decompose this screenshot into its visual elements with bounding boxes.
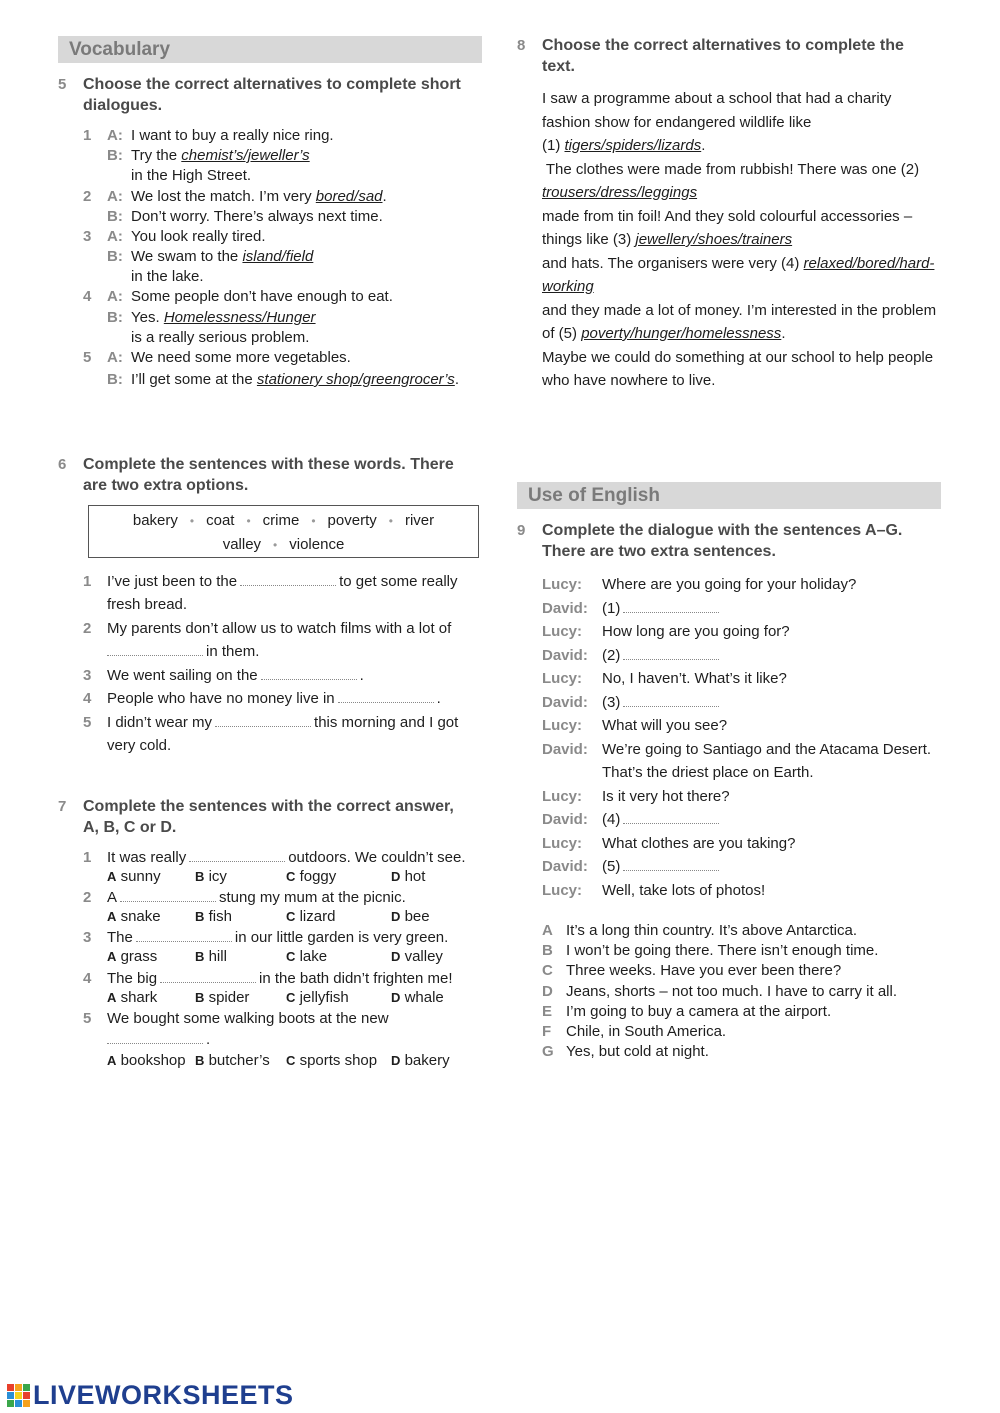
dialogue-line: Lucy: How long are you going for? — [542, 623, 790, 640]
logo-square — [23, 1392, 30, 1399]
answer-option[interactable]: A shark — [107, 989, 158, 1006]
ex6-item-4: 4 People who have no money live in . — [83, 690, 441, 707]
logo-square — [15, 1400, 22, 1407]
answer-gap[interactable] — [107, 644, 203, 656]
answer-gap[interactable] — [261, 668, 357, 680]
answer-option[interactable]: D hot — [391, 868, 426, 885]
alternative-choice[interactable]: Homelessness/Hunger — [163, 309, 316, 326]
exercise-9-title: 9 Complete the dialogue with the sentences A–G. There are two extra sentences. — [517, 522, 903, 560]
dialogue-line: Lucy: Is it very hot there? — [542, 787, 730, 805]
answer-option[interactable]: A grass — [107, 948, 158, 965]
speaker: Lucy: — [542, 576, 583, 593]
exercise-number: 6 — [58, 456, 67, 473]
alternative-choice[interactable]: trousers/dress/leggings — [542, 184, 698, 201]
dialogue-line: David: (5) — [542, 857, 722, 877]
alternative-choice[interactable]: chemist’s/jeweller’s — [181, 147, 310, 164]
answer-option[interactable]: D valley — [391, 948, 443, 965]
dialogue-line: Lucy: No, I haven’t. What’s it like? — [542, 670, 787, 687]
ex7-question: 4 The big in the bath didn’t frighten me! — [83, 970, 453, 987]
answer-option[interactable]: C jellyfish — [286, 989, 349, 1006]
dialogue-line-a: 5 A: We need some more vegetables. — [83, 349, 351, 366]
speaker: Lucy: — [542, 623, 583, 640]
answer-option[interactable]: B butcher’s — [195, 1052, 270, 1069]
ex6-item-2: 2 My parents don’t allow us to watch films with a lot of — [83, 620, 452, 637]
exercise-number: 5 — [58, 76, 67, 93]
dialogue-line: Lucy: Where are you going for your holiday? — [542, 576, 857, 593]
dialogue-line-cont: is a really serious problem. — [131, 329, 310, 346]
alternative-choice[interactable]: island/field — [242, 248, 314, 265]
speaker: David: — [542, 599, 588, 617]
word: coat — [206, 512, 235, 529]
logo-square — [7, 1384, 14, 1391]
answer-gap[interactable] — [136, 930, 232, 942]
answer-option[interactable]: A snake — [107, 908, 161, 925]
answer-gap[interactable] — [160, 971, 256, 983]
exercise-6-title: 6 Complete the sentences with these words. There are two extra options. — [58, 456, 454, 494]
answer-gap[interactable] — [240, 574, 336, 586]
ex7-question: 1 It was really outdoors. We couldn’t see. — [83, 849, 466, 866]
alternative-choice[interactable]: stationery shop/greengrocer’s — [256, 371, 455, 388]
speaker: Lucy: — [542, 834, 583, 852]
sentence-option: A It’s a long thin country. It’s above Antarctica. — [542, 922, 857, 939]
alternative-choice[interactable]: jewellery/shoes/trainers — [635, 231, 793, 248]
answer-option[interactable]: C lizard — [286, 908, 336, 925]
answer-option[interactable]: D whale — [391, 989, 444, 1006]
logo-square — [7, 1392, 14, 1399]
exercise-9 — [517, 520, 947, 562]
dialogue-line-b: B: I’ll get some at the stationery shop/greengrocer’s. — [107, 371, 459, 388]
answer-option[interactable]: D bee — [391, 908, 430, 925]
ex6-item-3: 3 We went sailing on the . — [83, 667, 364, 684]
word: bakery — [132, 512, 178, 529]
dialogue-line: David: (2) — [542, 646, 722, 666]
answer-option[interactable]: C sports shop — [286, 1052, 378, 1069]
answer-gap[interactable] — [107, 1032, 203, 1044]
dialogue-line-a: 3 A: You look really tired. — [83, 228, 266, 245]
dialogue-line: David: (3) — [542, 693, 722, 713]
dialogue-line: Lucy: What will you see? — [542, 717, 728, 734]
answer-gap[interactable] — [120, 890, 216, 902]
word-box-row-2: valley • violence — [222, 536, 345, 553]
exercise-number: 9 — [517, 522, 526, 539]
dialogue-line-a: 1 A: I want to buy a really nice ring. — [83, 127, 334, 144]
answer-gap[interactable] — [623, 601, 719, 613]
dialogue-line-b: B: Try the chemist’s/jeweller’s — [107, 147, 310, 164]
ex6-item-1: 1 I’ve just been to the to get some really — [83, 573, 458, 590]
answer-gap[interactable] — [338, 691, 434, 703]
dialogue-line: David: (1) — [542, 599, 722, 619]
liveworksheets-logo — [7, 1379, 294, 1411]
word: crime — [262, 512, 300, 529]
alternative-choice[interactable]: bored/sad — [315, 188, 383, 205]
alternative-choice[interactable]: working — [542, 278, 594, 295]
exercise-7 — [58, 796, 488, 838]
word-box — [88, 505, 479, 558]
exercise-6 — [58, 454, 488, 496]
answer-option[interactable]: B icy — [195, 868, 227, 885]
exercise-8 — [517, 35, 947, 77]
answer-option[interactable]: C foggy — [286, 868, 337, 885]
speaker: David: — [542, 646, 588, 664]
vocabulary-header: Vocabulary — [58, 36, 482, 63]
answer-option[interactable]: B hill — [195, 948, 227, 965]
logo-square — [23, 1400, 30, 1407]
dialogue-line-cont: in the lake. — [131, 268, 204, 285]
answer-option[interactable]: C lake — [286, 948, 328, 965]
word: poverty — [327, 512, 377, 529]
exercise-number: 7 — [58, 798, 67, 815]
speaker: David: — [542, 811, 588, 828]
speaker: Lucy: — [542, 670, 583, 687]
speaker: Lucy: — [542, 787, 583, 805]
answer-option[interactable]: A sunny — [107, 868, 161, 885]
exercise-8-title: 8 Choose the correct alternatives to complete the text. — [517, 37, 904, 75]
logo-square — [15, 1384, 22, 1391]
dialogue-line-b: B: We swam to the island/field — [107, 248, 314, 265]
dialogue-line-b: B: Don’t worry. There’s always next time. — [107, 208, 383, 225]
dialogue-line: David: (4) — [542, 810, 722, 830]
answer-gap[interactable] — [623, 812, 719, 824]
logo-square — [15, 1392, 22, 1399]
logo-mark-icon — [7, 1384, 30, 1407]
dialogue-line: Lucy: Well, take lots of photos! — [542, 881, 766, 899]
word-box-row-1: bakery • coat • crime • poverty • river — [132, 512, 435, 529]
word: river — [404, 512, 435, 529]
speaker: David: — [542, 693, 588, 711]
alternative-choice[interactable]: relaxed/bored/hard- — [803, 255, 935, 272]
exercise-5 — [58, 74, 488, 116]
answer-option[interactable]: D bakery — [391, 1052, 450, 1069]
exercise-7-title: 7 Complete the sentences with the correct answer, A, B, C or D. — [58, 798, 454, 836]
sentence-option: F Chile, in South America. — [542, 1023, 727, 1040]
answer-option[interactable]: A bookshop — [107, 1052, 186, 1069]
sentence-option: C Three weeks. Have you ever been there? — [542, 962, 842, 980]
answer-gap[interactable] — [623, 695, 719, 707]
logo-square — [23, 1384, 30, 1391]
sentence-option: D Jeans, shorts – not too much. I have to carry it all. — [542, 982, 897, 1000]
sentence-option: E I’m going to buy a camera at the airport. — [542, 1002, 832, 1020]
ex7-question: 2 A stung my mum at the picnic. — [83, 889, 406, 906]
use-of-english-header: Use of English — [517, 482, 941, 509]
logo-text: LIVEWORKSHEETS — [33, 1379, 294, 1410]
logo-square — [7, 1400, 14, 1407]
dialogue-line-cont: in the High Street. — [131, 167, 252, 184]
word: valley — [222, 536, 262, 553]
answer-gap[interactable] — [623, 648, 719, 660]
answer-option[interactable]: B spider — [195, 989, 250, 1006]
speaker: Lucy: — [542, 881, 583, 899]
speaker: David: — [542, 858, 588, 875]
word: violence — [289, 536, 345, 553]
exercise-number: 8 — [517, 37, 526, 54]
dialogue-line: David: We’re going to Santiago and the Atacama Desert. — [542, 740, 932, 758]
answer-option[interactable]: B fish — [195, 908, 232, 925]
dialogue-line-a: 4 A: Some people don’t have enough to eat. — [83, 288, 393, 305]
ex7-question: 5 We bought some walking boots at the new — [83, 1010, 389, 1027]
dialogue-line-b: B: Yes. Homelessness/Hunger — [107, 309, 316, 326]
speaker: Lucy: — [542, 717, 583, 734]
ex7-question: 3 The in our little garden is very green. — [83, 929, 449, 946]
exercise-5-title: 5 Choose the correct alternatives to complete short dialogues. — [58, 76, 461, 114]
alternative-choice[interactable]: tigers/spiders/lizards — [564, 137, 702, 154]
alternative-choice[interactable]: poverty/hunger/homelessness — [581, 325, 782, 342]
answer-gap[interactable] — [215, 715, 311, 727]
speaker: David: — [542, 740, 588, 758]
answer-gap[interactable] — [623, 859, 719, 871]
dialogue-line: Lucy: What clothes are you taking? — [542, 834, 796, 852]
answer-gap[interactable] — [189, 850, 285, 862]
dialogue-line-a: 2 A: We lost the match. I’m very bored/sad. — [83, 188, 387, 205]
ex6-item-5: 5 I didn’t wear my this morning and I got — [83, 714, 459, 731]
sentence-option: G Yes, but cold at night. — [542, 1043, 709, 1061]
sentence-option: B I won’t be going there. There isn’t enough time. — [542, 942, 879, 960]
